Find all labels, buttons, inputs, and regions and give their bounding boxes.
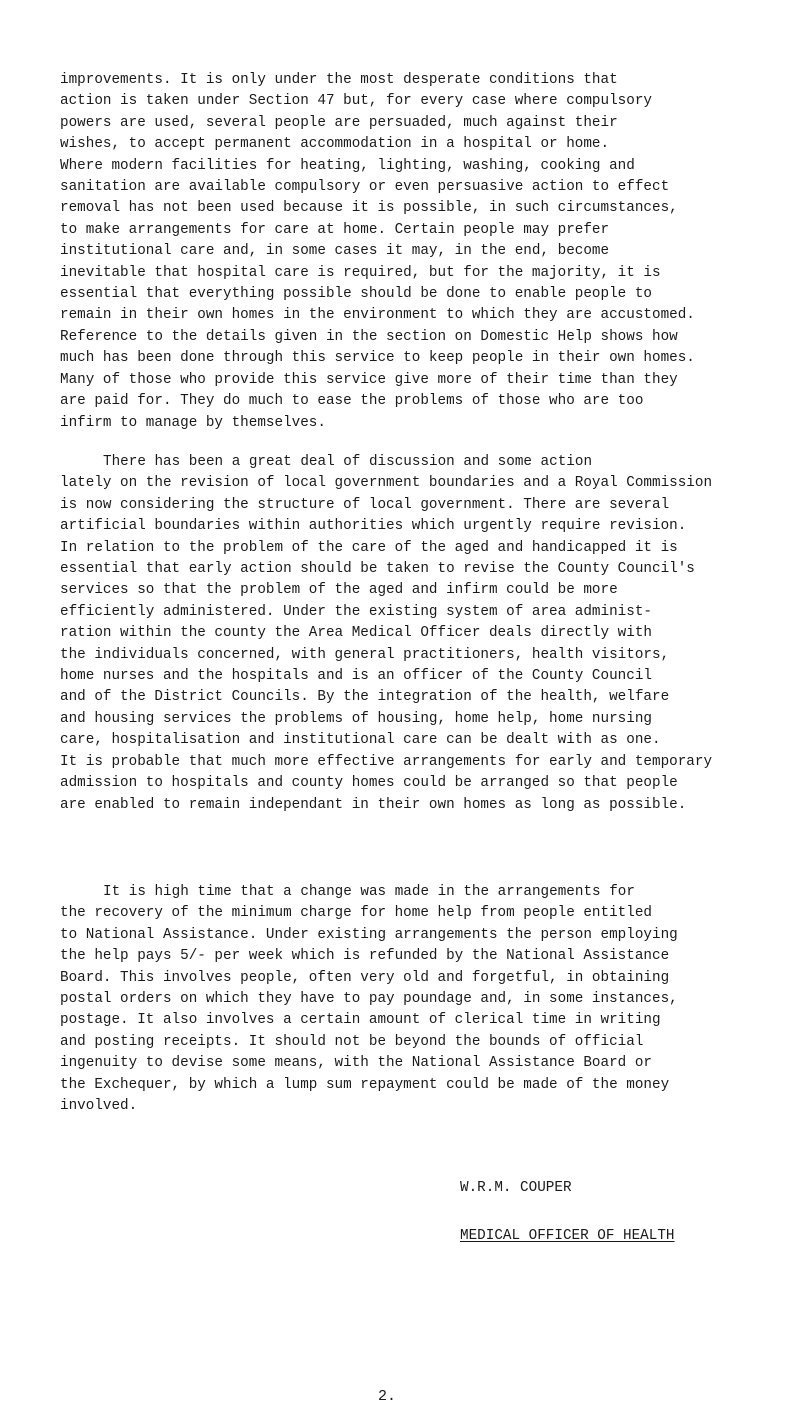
signatory-title: MEDICAL OFFICER OF HEALTH (460, 1228, 675, 1244)
text-line: postage. It also involves a certain amount of clerical time in writing (60, 1012, 661, 1029)
text-line: essential that early action should be taken to revise the County Council's (60, 561, 695, 578)
text-line: home nurses and the hospitals and is an officer of the County Council (60, 668, 652, 685)
signatory-name: W.R.M. COUPER (460, 1180, 572, 1196)
text-line: are enabled to remain independant in their own homes as long as possible. (60, 796, 687, 813)
text-line: to make arrangements for care at home. Certain people may prefer (60, 221, 610, 238)
text-line: postal orders on which they have to pay poundage and, in some instances, (60, 991, 678, 1008)
text-line: is now considering the structure of local government. There are several (60, 496, 670, 513)
text-line: admission to hospitals and county homes could be arranged so that people (60, 775, 678, 792)
text-line: improvements. It is only under the most desperate conditions that (60, 72, 618, 88)
paragraph-2 (60, 452, 780, 816)
text-line: and housing services the problems of housing, home help, home nursing (60, 710, 652, 727)
text-line: the Exchequer, by which a lump sum repayment could be made of the money (60, 1076, 670, 1093)
text-line: ration within the county the Area Medical Officer deals directly with (60, 625, 652, 642)
text-line: infirm to manage by themselves. (60, 414, 326, 431)
text-line: removal has not been used because it is possible, in such circumstances, (60, 200, 678, 217)
paragraph-1 (60, 70, 780, 434)
text-line: powers are used, several people are persuaded, much against their (60, 114, 618, 131)
text-line: services so that the problem of the aged and infirm could be more (60, 582, 618, 599)
text-line: to National Assistance. Under existing arrangements the person employing (60, 926, 678, 943)
text-line: the individuals concerned, with general practitioners, health visitors, (60, 646, 670, 663)
text-line: It is probable that much more effective arrangements for early and temporary (60, 753, 713, 770)
paragraph-3 (60, 882, 780, 1117)
text-line: ingenuity to devise some means, with the National Assistance Board or (60, 1055, 652, 1072)
text-line: institutional care and, in some cases it may, in the end, become (60, 243, 610, 260)
text-line: sanitation are available compulsory or even persuasive action to effect (60, 179, 670, 196)
text-line: There has been a great deal of discussion and some action (103, 454, 593, 470)
text-line: essential that everything possible should be done to enable people to (60, 286, 652, 303)
text-line: remain in their own homes in the environment to which they are accustomed. (60, 307, 695, 324)
page-number: 2. (378, 1388, 397, 1405)
text-line: and of the District Councils. By the integration of the health, welfare (60, 689, 670, 706)
text-line: lately on the revision of local government boundaries and a Royal Commission (60, 475, 713, 492)
text-line: It is high time that a change was made in the arrangements for (103, 884, 635, 900)
text-line: much has been done through this service to keep people in their own homes. (60, 350, 695, 367)
text-line: inevitable that hospital care is required, but for the majority, it is (60, 264, 661, 281)
text-line: care, hospitalisation and institutional care can be dealt with as one. (60, 732, 661, 749)
text-line: Reference to the details given in the section on Domestic Help shows how (60, 328, 678, 345)
text-line: involved. (60, 1098, 138, 1115)
text-line: wishes, to accept permanent accommodation in a hospital or home. (60, 136, 610, 153)
text-line: action is taken under Section 47 but, for every case where compulsory (60, 93, 652, 110)
text-line: and posting receipts. It should not be beyond the bounds of official (60, 1033, 644, 1050)
text-line: Many of those who provide this service give more of their time than they (60, 371, 678, 388)
text-line: the recovery of the minimum charge for home help from people entitled (60, 905, 652, 922)
text-line: artificial boundaries within authorities which urgently require revision. (60, 518, 687, 535)
text-line: the help pays 5/- per week which is refunded by the National Assistance (60, 948, 670, 965)
text-line: Where modern facilities for heating, lighting, washing, cooking and (60, 157, 635, 174)
text-line: efficiently administered. Under the existing system of area administ- (60, 603, 652, 620)
text-line: Board. This involves people, often very old and forgetful, in obtaining (60, 969, 670, 986)
text-line: are paid for. They do much to ease the problems of those who are too (60, 393, 644, 410)
text-line: In relation to the problem of the care of the aged and handicapped it is (60, 539, 678, 556)
